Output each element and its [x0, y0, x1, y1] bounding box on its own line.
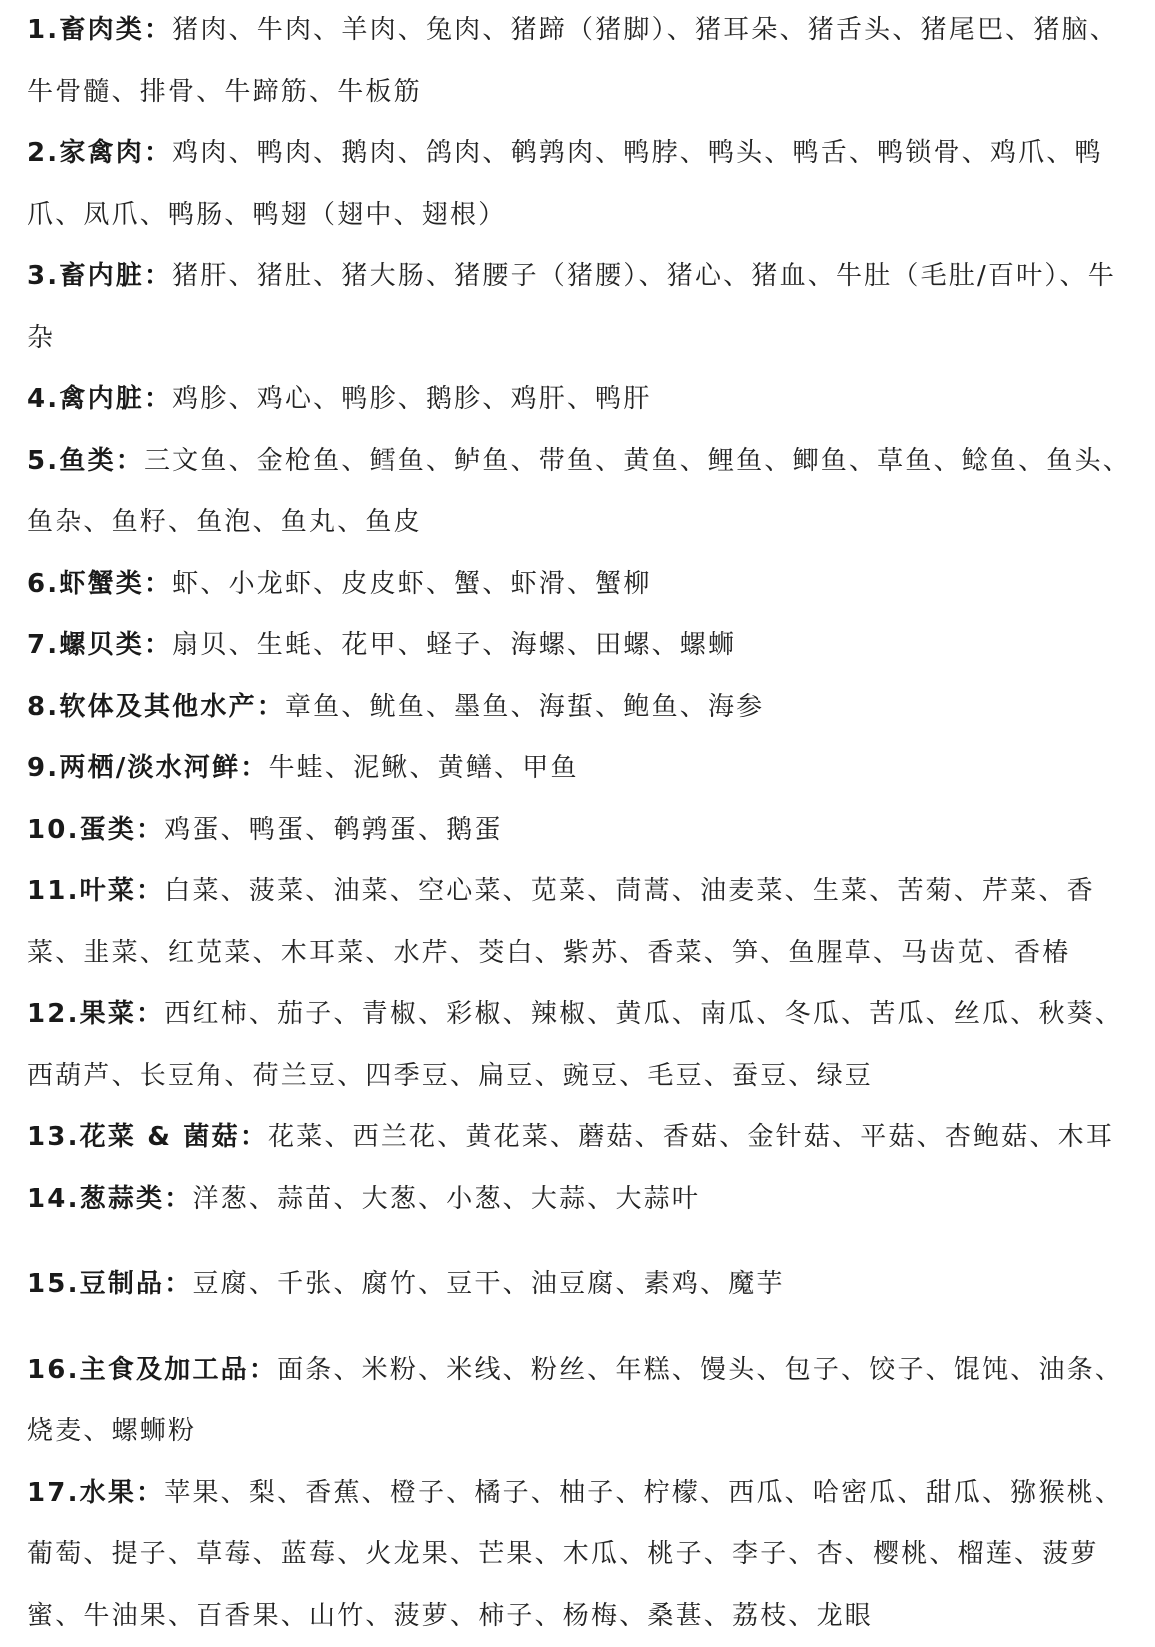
- category-items: 鸡肉、鸭肉、鹅肉、鸽肉、鹌鹑肉、鸭脖、鸭头、鸭舌、鸭锁骨、鸡爪、鸭爪、凤爪、鸭肠、鸭翅（翅中、翅根）: [27, 138, 1103, 230]
- category-4: [27, 369, 1137, 431]
- category-items: 苹果、梨、香蕉、橙子、橘子、柚子、柠檬、西瓜、哈密瓜、甜瓜、猕猴桃、葡萄、提子、草莓、蓝莓、火龙果、芒果、木瓜、桃子、李子、杏、樱桃、榴莲、菠萝蜜、牛油果、百香果、山竹、菠萝、柿子、杨梅、桑葚、荔枝、龙眼: [27, 1478, 1123, 1631]
- category-9: [27, 738, 1137, 800]
- category-label: 13.花菜 & 菌菇：: [27, 1122, 268, 1152]
- category-14: [27, 1169, 1137, 1231]
- category-label: 16.主食及加工品：: [27, 1355, 277, 1385]
- category-16: [27, 1340, 1137, 1463]
- category-13: [27, 1107, 1137, 1169]
- category-8: [27, 677, 1137, 739]
- category-11: [27, 861, 1137, 984]
- category-items: 虾、小龙虾、皮皮虾、蟹、虾滑、蟹柳: [172, 569, 651, 599]
- category-label: 12.果菜：: [27, 999, 164, 1029]
- category-17: [27, 1463, 1137, 1647]
- category-items: 扇贝、生蚝、花甲、蛏子、海螺、田螺、螺蛳: [172, 630, 736, 660]
- category-1: [27, 0, 1137, 123]
- category-items: 三文鱼、金枪鱼、鳕鱼、鲈鱼、带鱼、黄鱼、鲤鱼、鲫鱼、草鱼、鲶鱼、鱼头、鱼杂、鱼籽、鱼泡、鱼丸、鱼皮: [27, 446, 1131, 538]
- category-7: [27, 615, 1137, 677]
- category-items: 牛蛙、泥鳅、黄鳝、甲鱼: [268, 753, 578, 783]
- category-label: 9.两栖/淡水河鲜：: [27, 753, 268, 783]
- category-items: 面条、米粉、米线、粉丝、年糕、馒头、包子、饺子、馄饨、油条、烧麦、螺蛳粉: [27, 1355, 1123, 1447]
- category-items: 白菜、菠菜、油菜、空心菜、苋菜、茼蒿、油麦菜、生菜、苦菊、芹菜、香菜、韭菜、红苋菜、木耳菜、水芹、茭白、紫苏、香菜、笋、鱼腥草、马齿苋、香椿: [27, 876, 1095, 968]
- category-label: 11.叶菜：: [27, 876, 164, 906]
- category-label: 2.家禽肉：: [27, 138, 172, 168]
- category-items: 鸡蛋、鸭蛋、鹌鹑蛋、鹅蛋: [164, 815, 502, 845]
- category-5: [27, 431, 1137, 554]
- food-category-list: [27, 0, 1137, 1647]
- category-items: 洋葱、蒜苗、大葱、小葱、大蒜、大蒜叶: [192, 1184, 700, 1214]
- category-items: 花菜、西兰花、黄花菜、蘑菇、香菇、金针菇、平菇、杏鲍菇、木耳: [268, 1122, 1114, 1152]
- category-label: 6.虾蟹类：: [27, 569, 172, 599]
- category-label: 14.葱蒜类：: [27, 1184, 192, 1214]
- category-label: 7.螺贝类：: [27, 630, 172, 660]
- category-label: 10.蛋类：: [27, 815, 164, 845]
- category-15: [27, 1254, 1137, 1316]
- category-items: 西红柿、茄子、青椒、彩椒、辣椒、黄瓜、南瓜、冬瓜、苦瓜、丝瓜、秋葵、西葫芦、长豆角、荷兰豆、四季豆、扁豆、豌豆、毛豆、蚕豆、绿豆: [27, 999, 1123, 1091]
- category-items: 猪肝、猪肚、猪大肠、猪腰子（猪腰）、猪心、猪血、牛肚（毛肚/百叶）、牛杂: [27, 261, 1116, 353]
- category-6: [27, 554, 1137, 616]
- category-12: [27, 984, 1137, 1107]
- category-label: 8.软体及其他水产：: [27, 692, 285, 722]
- category-3: [27, 246, 1137, 369]
- category-label: 17.水果：: [27, 1478, 164, 1508]
- category-items: 鸡胗、鸡心、鸭胗、鹅胗、鸡肝、鸭肝: [172, 384, 651, 414]
- category-items: 猪肉、牛肉、羊肉、兔肉、猪蹄（猪脚）、猪耳朵、猪舌头、猪尾巴、猪脑、牛骨髓、排骨、牛蹄筋、牛板筋: [27, 15, 1118, 107]
- category-10: [27, 800, 1137, 862]
- category-label: 3.畜内脏：: [27, 261, 172, 291]
- category-label: 1.畜肉类：: [27, 15, 172, 45]
- category-label: 5.鱼类：: [27, 446, 144, 476]
- category-label: 4.禽内脏：: [27, 384, 172, 414]
- category-label: 15.豆制品：: [27, 1269, 192, 1299]
- category-items: 章鱼、鱿鱼、墨鱼、海蜇、鲍鱼、海参: [285, 692, 764, 722]
- category-2: [27, 123, 1137, 246]
- category-items: 豆腐、千张、腐竹、豆干、油豆腐、素鸡、魔芋: [192, 1269, 784, 1299]
